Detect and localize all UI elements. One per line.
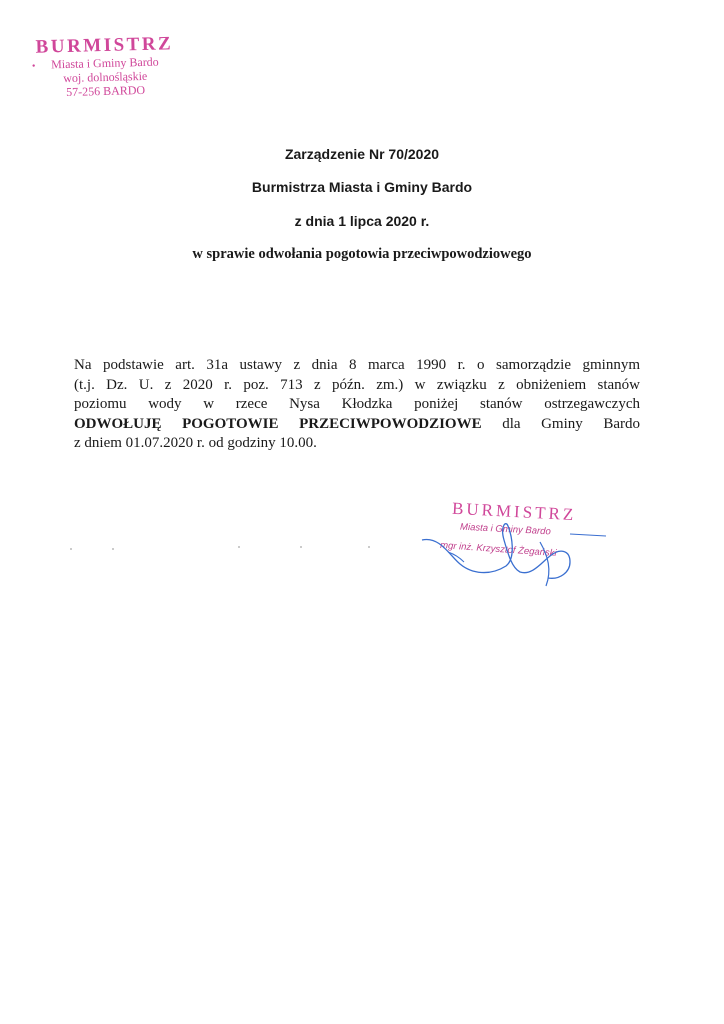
body-line: poziomu wody w rzece Nysa Kłodzka poniżej stanów ostrzegawczych — [74, 396, 640, 412]
body-line: Na podstawie art. 31a ustawy z dnia 8 marca 1990 r. o samorządzie gminnym — [74, 357, 640, 373]
signature-stamp — [420, 496, 610, 596]
scan-speck — [300, 546, 302, 548]
signature-stamp-name: mgr inż. Krzysztof Żegański — [439, 539, 557, 560]
scan-speck — [70, 548, 72, 550]
document-subject: w sprawie odwołania pogotowia przeciwpowodziowego — [192, 246, 532, 262]
stamp-municipality: Miasta i Gminy Bardo — [50, 54, 159, 72]
stamp-dot: • — [31, 60, 36, 72]
document-issuer: Burmistrza Miasta i Gminy Bardo — [251, 179, 473, 195]
document-title: Zarządzenie Nr 70/2020 — [284, 146, 440, 162]
scan-speck — [112, 548, 114, 550]
body-line — [74, 415, 640, 435]
handwritten-signature — [420, 496, 610, 596]
stamp-voivodeship: woj. dolnośląskie — [63, 68, 148, 86]
body-line: (t.j. Dz. U. z 2020 r. poz. 713 z późn. zm.) w związku z obniżeniem stanów — [74, 376, 640, 393]
stamp-title: BURMISTRZ — [35, 33, 174, 58]
scan-speck — [368, 546, 370, 548]
document-body — [74, 356, 640, 454]
body-line: z dniem 01.07.2020 r. od godziny 10.00. — [74, 435, 317, 451]
signature-stamp-title: BURMISTRZ — [451, 498, 577, 525]
document-date: z dnia 1 lipca 2020 r. — [294, 213, 430, 229]
stamp-postal-address: 57-256 BARDO — [65, 82, 146, 100]
body-decision-emphasis: ODWOŁUJĘ POGOTOWIE PRZECIWPOWODZIOWE — [74, 415, 482, 432]
body-decision-rest: dla Gminy Bardo — [481, 415, 640, 432]
scan-speck — [238, 546, 240, 548]
office-stamp — [29, 34, 181, 100]
signature-stamp-municipality: Miasta i Gminy Bardo — [459, 521, 552, 538]
